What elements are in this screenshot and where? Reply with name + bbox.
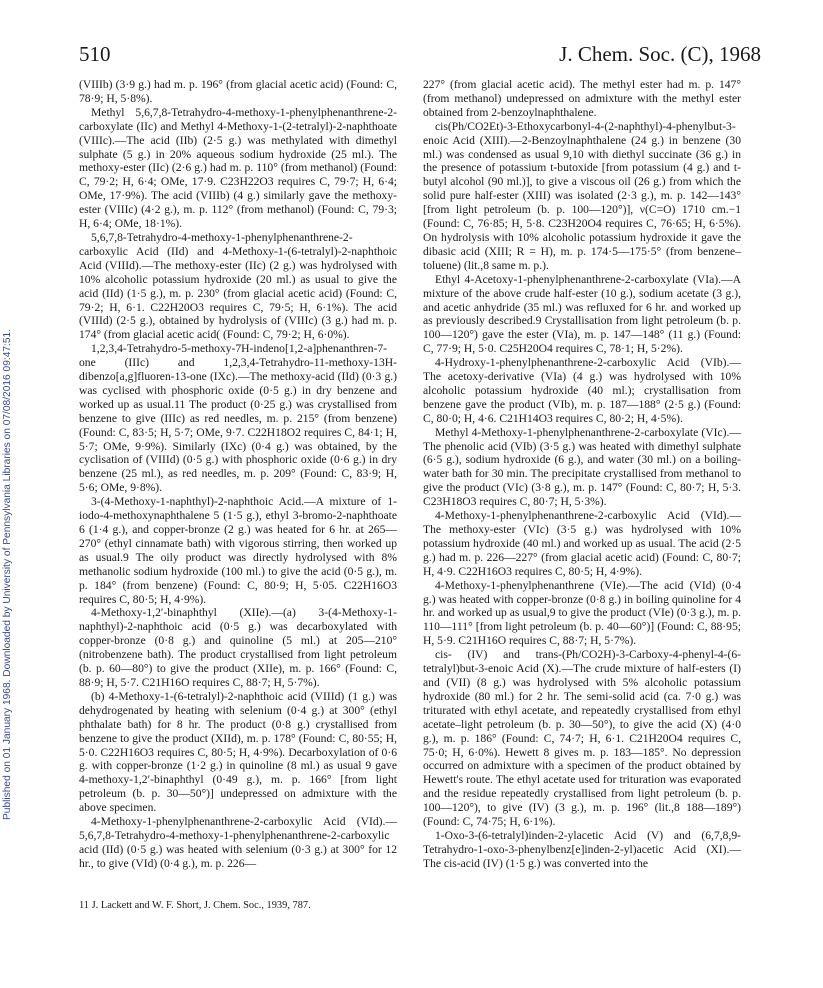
paragraph: cis- (IV) and trans-(Ph/CO2H)-3-Carboxy-4-phenyl-4-(6-tetralyl)but-3-enoic Acid (X).—The crude mixture of half-esters (I) and (VII) (8 g.) was hydrolysed with 5% alcoholic potassium hydroxide (80 ml.) for 2 hr. The semi-solid acid (ca. 7·0 g.) was triturated with ethyl acetate, and repeatedly crystallised from ethyl acetate–light petroleum (b. p. 30—50°), to give the acid (X) (4·0 g.), m. p. 186° (Found: C, 74·7; H, 6·1. C21H20O4 requires C, 75·0; H, 6·0%). Hewett 8 gives m. p. 183—185°. No depression occurred on admixture with a specimen of the product obtained by Hewett's route. The ethyl acetate used for trituration was evaporated and the residue repeatedly crystallised from light petroleum (b. p. 100—120°), to give (IV) (3 g.), m. p. 196° (lit.,8 188—189°) (Found: C, 74·75; H, 6·1%). <box>423 648 741 829</box>
paragraph: cis(Ph/CO2Et)-3-Ethoxycarbonyl-4-(2-naphthyl)-4-phenylbut-3-enoic Acid (XIII).—2-Benzoylnaphthalene (24 g.) in benzene (30 ml.) was condensed as usual 9,10 with diethyl succinate (36 g.) in the presence of potassium t-butoxide [from potassium (4 g.) and t-butyl alcohol (90 ml.)], to give a viscous oil (26 g.) from which the solid pure half-ester (XIII) was isolated (2·3 g.), m. p. 142—143° [from light petroleum (b. p. 100—120°)], ν(C=O) 1710 cm.−1 (Found: C, 76·85; H, 5·8. C23H20O4 requires C, 76·65; H, 6·5%). On hydrolysis with 10% alcoholic potassium hydroxide it gave the dibasic acid (XIII; R = H), m. p. 174·5—175·5° (from benzene–toluene) (lit.,8 same m. p.). <box>423 119 741 272</box>
page-number: 510 <box>79 42 111 66</box>
right-column <box>423 78 741 871</box>
paragraph: 4-Methoxy-1-phenylphenanthrene (VIe).—The acid (VId) (0·4 g.) was heated with copper-bronze (0·8 g.) in boiling quinoline for 4 hr. and worked up as usual,9 to give the product (VIe) (0·3 g.), m. p. 110—111° [from light petroleum (b. p. 40—60°)] (Found: C, 88·95; H, 5·9. C21H16O requires C, 88·7; H, 5·7%). <box>423 578 741 648</box>
journal-title: J. Chem. Soc. (C), 1968 <box>559 42 761 66</box>
download-watermark <box>2 160 16 820</box>
paragraph: Ethyl 4-Acetoxy-1-phenylphenanthrene-2-carboxylate (VIa).—A mixture of the above crude half-ester (10 g.), sodium acetate (3 g.), and acetic anhydride (35 ml.) was refluxed for 6 hr. and worked up as previously described.9 Crystallisation from light petroleum (b. p. 100—120°) gave the ester (VIa), m. p. 147—148° (11 g.) (Found: C, 77·9; H, 5·0. C25H20O4 requires C, 78·1; H, 5·2%). <box>423 272 741 356</box>
paragraph: 4-Hydroxy-1-phenylphenanthrene-2-carboxylic Acid (VIb).—The acetoxy-derivative (VIa) (4 g.) was hydrolysed with 10% alcoholic potassium hydroxide (40 ml.); crystallisation from benzene gave the product (VIb), m. p. 187—188° (2·5 g.) (Found: C, 80·0; H, 4·6. C21H14O3 requires C, 80·2; H, 4·5%). <box>423 356 741 425</box>
download-watermark-text: Published on 01 January 1968. Downloaded by University of Pennsylvania Libraries on 07/08/2016 09:47:51. <box>2 328 13 820</box>
paragraph: (b) 4-Methoxy-1-(6-tetralyl)-2-naphthoic acid (VIIId) (1 g.) was dehydrogenated by heating with selenium (0·4 g.) at 300° (ethyl phthalate bath) for 8 hr. The product (0·8 g.) crystallised from benzene to give the product (XIId), m. p. 178° (Found: C, 80·55; H, 5·0. C22H16O3 requires C, 80·5; H, 4·9%). Decarboxylation of 0·6 g. with copper-bronze (1·2 g.) in quinoline (8 ml.) as usual 9 gave 4-methoxy-1,2′-binaphthyl (0·49 g.), m. p. 166° [from light petroleum (b. p. 30—50°)] undepressed on admixture with the above specimen. <box>79 689 397 815</box>
paragraph: (VIIIb) (3·9 g.) had m. p. 196° (from glacial acetic acid) (Found: C, 78·9; H, 5·8%). <box>79 78 397 105</box>
paragraph: 3-(4-Methoxy-1-naphthyl)-2-naphthoic Acid.—A mixture of 1-iodo-4-methoxynaphthalene 5 (1·5 g.), ethyl 3-bromo-2-naphthoate 6 (1·4 g.), and copper-bronze (2 g.) was heated for 6 hr. at 265—270° (ethyl cinnamate bath) with vigorous stirring, then worked up as usual.9 The oily product was directly hydrolysed with 8% methanolic sodium hydroxide (100 ml.) to give the acid (0·5 g.), m. p. 184° (from benzene) (Found: C, 80·9; H, 5·05. C22H16O3 requires C, 80·5; H, 4·9%). <box>79 495 397 606</box>
paragraph: 4-Methoxy-1-phenylphenanthrene-2-carboxylic Acid (VId).—The methoxy-ester (VIc) (3·5 g.) was hydrolysed with 10% potassium hydroxide (40 ml.) and worked up as usual. The acid (2·5 g.) had m. p. 226—227° (from glacial acetic acid) (Found: C, 80·7; H, 4·9. C22H16O3 requires C, 80·5; H, 4·9%). <box>423 509 741 578</box>
paragraph: 1-Oxo-3-(6-tetralyl)inden-2-ylacetic Acid (V) and (6,7,8,9-Tetrahydro-1-oxo-3-phenylbenz[e]inden-2-yl)acetic Acid (XI).—The cis-acid (IV) (1·5 g.) was converted into the <box>423 828 741 870</box>
paragraph: 5,6,7,8-Tetrahydro-4-methoxy-1-phenylphenanthrene-2-carboxylic Acid (IId) and 4-Methoxy-1-(6-tetralyl)-2-naphthoic Acid (VIIId).—The methoxy-ester (IIc) (2 g.) was hydrolysed with 10% alcoholic potassium hydroxide (20 ml.) as usual to give the acid (IId) (1·5 g.), m. p. 230° (from glacial acetic acid) (Found: C, 79·2; H, 6·1. C22H20O3 requires C, 79·5; H, 6·1%). The acid (VIIId) (2·5 g.), obtained by hydrolysis of (VIIIc) (3 g.) had m. p. 174° (from glacial acetic acid( (Found: C, 79·2; H, 6·0%). <box>79 230 397 342</box>
paragraph: 4-Methoxy-1,2′-binaphthyl (XIIe).—(a) 3-(4-Methoxy-1-naphthyl)-2-naphthoic acid (0·5 g.) was decarboxylated with copper-bronze (0·8 g.) and quinoline (5 ml.) at 205—210° (nitrobenzene bath). The product crystallised from light petroleum (b. p. 60—80°) to give the product (XIIe), m. p. 166° (Found: C, 88·9; H, 5·7. C21H16O requires C, 88·7; H, 5·7%). <box>79 606 397 689</box>
paragraph: Methyl 5,6,7,8-Tetrahydro-4-methoxy-1-phenylphenanthrene-2-carboxylate (IIc) and Methyl 4-Methoxy-1-(2-tetralyl)-2-naphthoate (VIIIc).—The acid (IIb) (2·5 g.) was methylated with dimethyl sulphate (5 g.) in 20% aqueous sodium hydroxide (25 ml.). The methoxy-ester (IIc) (2·6 g.) had m. p. 110° (from methanol) (Found: C, 79·2; H, 6·4; OMe, 17·9. C23H22O3 requires C, 79·7; H, 6·4; OMe, 17·9%). The acid (VIIIb) (4 g.) similarly gave the methoxy-ester (VIIIc) (4·2 g.), m. p. 112° (from methanol) (Found: C, 79·3; H, 6·4; OMe, 18·1%). <box>79 105 397 231</box>
paragraph: 4-Methoxy-1-phenylphenanthrene-2-carboxylic Acid (VId).—5,6,7,8-Tetrahydro-4-methoxy-1-phenylphenanthrene-2-carboxylic acid (IId) (0·5 g.) was heated with selenium (0·3 g.) at 300° for 12 hr., to give (VId) (0·4 g.), m. p. 226— <box>79 815 397 870</box>
paragraph: Methyl 4-Methoxy-1-phenylphenanthrene-2-carboxylate (VIc).—The phenolic acid (VIb) (3·5 g.) was heated with dimethyl sulphate (6·5 g.), sodium hydroxide (6 g.), and water (30 ml.) on a boiling-water bath for 30 min. The precipitate crystallised from methanol to give the product (VIc) (3·8 g.), m. p. 147° (Found: C, 80·7; H, 5·3. C23H18O3 requires C, 80·7; H, 5·3%). <box>423 425 741 509</box>
paragraph: 227° (from glacial acetic acid). The methyl ester had m. p. 147° (from methanol) undepressed on admixture with the methyl ester obtained from 2-benzoylnaphthalene. <box>423 78 741 119</box>
left-column <box>79 78 397 871</box>
paragraph: 1,2,3,4-Tetrahydro-5-methoxy-7H-indeno[1,2-a]phenanthren-7-one (IIIc) and 1,2,3,4-Tetrahydro-11-methoxy-13H-dibenzo[a,g]fluoren-13-one (IXc).—The methoxy-acid (IId) (0·3 g.) was cyclised with phosphoric oxide (0·5 g.) in dry benzene and worked up as usual.11 The product (0·25 g.) was crystallised from benzene to give (IIIc) as red needles, m. p. 215° (from benzene) (Found: C, 83·5; H, 5·7; OMe, 9·7. C22H18O2 requires C, 84·1; H, 5·7; OMe, 9·9%). Similarly (IXc) (0·4 g.) was obtained, by the cyclisation of (VIIId) (0·5 g.) with phosphoric oxide (0·6 g.) in dry benzene (25 ml.), as red needles, m. p. 209° (Found: C, 83·9; H, 5·6; OMe, 9·8%). <box>79 342 397 495</box>
footnote: 11 J. Lackett and W. F. Short, J. Chem. Soc., 1939, 787. <box>79 900 311 911</box>
